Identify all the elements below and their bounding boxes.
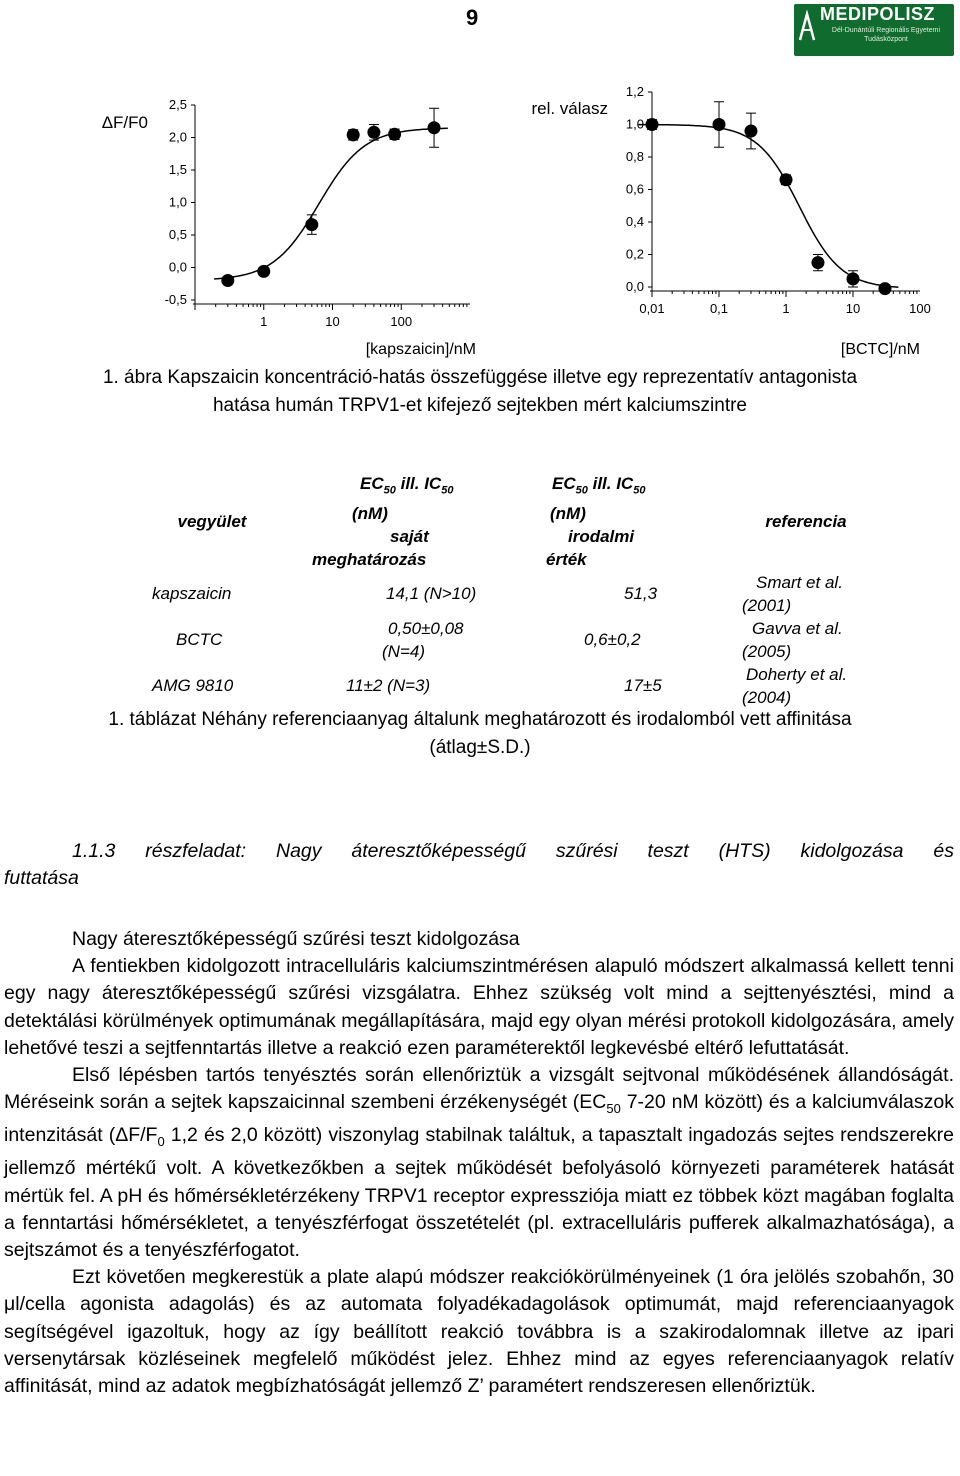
- cell-reference: Gavva et al. (2005): [742, 619, 843, 662]
- x-tick-label: 1: [782, 301, 790, 316]
- x-axis-label: [BCTC]/nM: [840, 341, 920, 358]
- y-tick-label: 1,2: [625, 84, 644, 99]
- x-tick-label: 1: [260, 314, 268, 329]
- data-point: [347, 128, 360, 141]
- page-number: 9: [466, 5, 479, 30]
- x-tick-label: 0,01: [639, 301, 665, 316]
- y-tick-label: 0,2: [625, 246, 644, 262]
- cell-own-value: 14,1 (N>10): [386, 584, 477, 604]
- y-tick-label: 0,0: [168, 259, 187, 275]
- cell-literature-value: 51,3: [624, 584, 658, 604]
- table-row: [148, 663, 880, 709]
- table-row: [148, 617, 880, 663]
- body-paragraph-3: Ezt követően megkerestük a plate alapú módszer reakciókörülményeinek (1 óra jelölés szobahőn, 30 μl/cella agonista adagolás) és az automata folyadékadagolások optimumát, majd referenciaanyagok segítségével igazoltuk, hogy az így beállított reakció továbbra is a szakirodalomnak illetve az ipari versenytársak közléseinek megfelelő működést jelez. Ehhez mind az egyes referenciaanyagok relatív affinitását, mind az adatok megbízhatóságát jellemző Z’ paramétert rendszeresen ellenőriztük.: [4, 1266, 954, 1398]
- data-point: [780, 173, 793, 186]
- y-tick-label: -0,5: [164, 292, 187, 307]
- table-caption: [0, 706, 960, 762]
- y-tick-label: 1,5: [168, 162, 187, 177]
- capsaicin-dose-response-chart: [0, 60, 490, 360]
- y-tick-label: 0,5: [168, 227, 187, 242]
- data-point: [367, 126, 380, 139]
- section-heading-line2: futtatása: [4, 867, 79, 890]
- x-tick-label: 100: [909, 301, 931, 316]
- cell-compound: AMG 9810: [152, 676, 234, 696]
- cell-own-value: 0,50±0,08 (N=4): [382, 619, 464, 662]
- header-compound: vegyület: [177, 511, 247, 531]
- cell-reference: Doherty et al. (2004): [742, 665, 848, 708]
- logo-name: MEDIPOLISZ: [820, 4, 936, 24]
- body-subtitle: Nagy áteresztőképességű szűrési teszt kidolgozása: [72, 928, 520, 950]
- logo-symbol-icon: [798, 10, 816, 44]
- reference-table: [148, 472, 880, 709]
- x-tick-label: 10: [845, 301, 861, 316]
- x-tick-label: 10: [325, 314, 340, 329]
- header-literature-value: $EC_{50}$ ill. $IC_{50}$ (nM) irodalmi érték: [546, 474, 646, 570]
- table-caption-line: 1. táblázat Néhány referenciaanyag általunk meghatározott és irodalomból vett affinitása: [108, 709, 852, 730]
- data-point: [646, 118, 659, 131]
- data-point: [878, 282, 891, 295]
- body-paragraph-1: A fentiekben kidolgozott intracelluláris kalciumszintmérésen alapuló módszert alkalmassá kellett tenni egy nagy áteresztőképességű szűrési vizsgálatra. Ehhez szükség volt mind a sejttenyésztési, mind a detektálási körülmények optimumának megállapítására, majd egy olyan mérési protokoll kidolgozására, amely lehetővé teszi a sejtfenntartás illetve a reakció ezen paraméterektől legkevésbé eltérő lefuttatását.: [4, 955, 954, 1059]
- data-point: [428, 121, 441, 134]
- cell-reference: Smart et al. (2001): [742, 573, 843, 616]
- table-header-row: [148, 472, 880, 571]
- body-text: [4, 926, 954, 1400]
- bctc-antagonist-chart: [500, 60, 960, 360]
- table-caption-line: (átlag±S.D.): [429, 737, 531, 758]
- y-tick-label: 0,4: [625, 214, 644, 229]
- y-tick-label: 1,0: [168, 194, 187, 210]
- y-tick-label: 0,8: [625, 149, 644, 164]
- cell-literature-value: 0,6±0,2: [584, 630, 641, 650]
- y-tick-label: 0,0: [625, 279, 644, 294]
- y-axis-label: rel. válasz: [531, 99, 608, 118]
- x-tick-label: 0,1: [709, 301, 729, 316]
- figure-caption-line: hatása humán TRPV1-et kifejező sejtekben mért kalciumszintre: [212, 395, 747, 416]
- data-point: [713, 118, 726, 131]
- data-point: [811, 256, 824, 269]
- cell-compound: kapszaicin: [152, 584, 232, 604]
- logo-subtitle: Dél-Dunántúli Regionális Egyetemi Tudásközpont: [831, 27, 941, 43]
- y-tick-label: 1,0: [625, 116, 644, 132]
- y-tick-label: 0,6: [625, 181, 644, 197]
- data-point: [847, 272, 860, 285]
- section-heading-line1: 1.1.3 részfeladat: Nagy áteresztőképességű szűrési teszt (HTS) kidolgozása és: [72, 840, 954, 862]
- y-axis-label: ΔF/F0: [101, 113, 148, 132]
- data-point: [257, 265, 270, 278]
- body-paragraph-2: Első lépésben tartós tenyésztés során ellenőriztük a vizsgált sejtvonal működésének állandóságát. Méréseink során a sejtek kapszaicinnal szembeni érzékenységét ($EC_{50}$ 7-20 nM között) és a kalciumválaszok intenzitását ($\Delta F/F_0$ 1,2 és 2,0 között) viszonylag stabilnak találtuk, a tapasztalt ingadozás sejtes rendszerekre jellemző mértékű volt. A következőkben a sejtek működését befolyásoló környezeti paraméterek hatását mértük fel. A pH és hőmérsékletérzékeny TRPV1 receptor expressziója miatt ez többek közt magában foglalta a fenntartási hőmérsékletet, a tenyészférfogat összetételét (pl. extracelluláris pufferek alkalmazhatósága), a sejtszámot és a tenyészférfogatot.: [4, 1064, 954, 1262]
- y-tick-label: 2,5: [168, 97, 187, 112]
- fit-curve: [639, 125, 899, 288]
- data-point: [744, 125, 757, 138]
- fit-curve: [214, 128, 448, 279]
- y-tick-label: 2,0: [168, 129, 187, 145]
- table-row: [148, 571, 880, 617]
- header-own-value: $EC_{50}$ ill. $IC_{50}$ (nM) saját meghatározás: [312, 474, 454, 570]
- figure-caption-line: 1. ábra Kapszaicin koncentráció-hatás összefüggése illetve egy reprezentatív antagonista: [102, 367, 858, 388]
- x-axis-label: [kapszaicin]/nM: [365, 341, 476, 358]
- data-point: [305, 218, 318, 231]
- cell-literature-value: 17±5: [624, 676, 662, 696]
- cell-own-value: 11±2 (N=3): [346, 676, 431, 696]
- header-reference: referencia: [765, 511, 847, 531]
- data-point: [221, 274, 234, 287]
- data-point: [388, 128, 401, 141]
- figure-caption: [0, 364, 960, 420]
- section-heading: [4, 838, 954, 892]
- x-tick-label: 100: [390, 314, 413, 329]
- cell-compound: BCTC: [176, 630, 223, 650]
